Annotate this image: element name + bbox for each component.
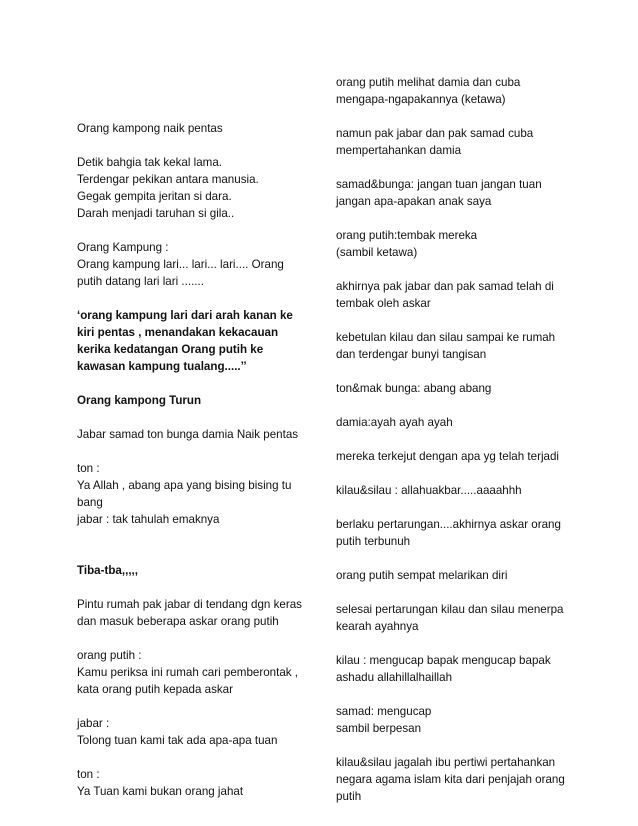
script-line: kearah ayahnya — [336, 620, 419, 633]
script-line: Jabar samad ton bunga damia Naik pentas — [77, 428, 299, 441]
script-line: bang — [77, 496, 103, 509]
script-line: kilau : mengucap bapak mengucap bapak — [336, 654, 551, 667]
script-paragraph — [77, 562, 317, 579]
script-line: jabar : — [77, 717, 110, 730]
script-paragraph — [336, 227, 572, 261]
script-paragraph — [77, 239, 317, 290]
script-line: Ya Allah , abang apa yang bising bising tu — [77, 479, 292, 492]
script-line: Darah menjadi taruhan si gila.. — [77, 207, 235, 220]
script-paragraph — [336, 567, 572, 584]
script-paragraph — [336, 516, 572, 550]
script-paragraph — [336, 125, 572, 159]
script-line: ‘orang kampung lari dari arah kanan ke — [77, 309, 293, 322]
script-paragraph — [336, 380, 572, 397]
script-paragraph — [77, 307, 317, 375]
script-paragraph — [77, 426, 317, 443]
script-line: dan masuk beberapa askar orang putih — [77, 615, 279, 628]
script-line: akhirnya pak jabar dan pak samad telah di — [336, 280, 554, 293]
script-line: putih datang lari lari ....... — [77, 275, 204, 288]
script-line: berlaku pertarungan....akhirnya askar orang — [336, 518, 561, 531]
script-line: kilau&silau jagalah ibu pertiwi pertahankan — [336, 756, 556, 769]
script-line: samad&bunga: jangan tuan jangan tuan — [336, 178, 542, 191]
script-paragraph — [77, 647, 317, 698]
script-line: Tiba-tba,,,,, — [77, 564, 138, 577]
right-column — [336, 74, 572, 822]
script-line: Orang kampong Turun — [77, 394, 202, 407]
script-line: sambil berpesan — [336, 722, 422, 735]
script-line: tembak oleh askar — [336, 297, 431, 310]
script-paragraph — [336, 414, 572, 431]
script-line: mereka terkejut dengan apa yg telah terjadi — [336, 450, 559, 463]
script-line: damia:ayah ayah ayah — [336, 416, 453, 429]
script-paragraph — [336, 482, 572, 499]
script-paragraph — [336, 754, 572, 805]
script-line: jabar : tak tahulah emaknya — [77, 513, 220, 526]
script-line: Terdengar pekikan antara manusia. — [77, 173, 259, 186]
script-line: Orang Kampung : — [77, 241, 169, 254]
script-line: Detik bahgia tak kekal lama. — [77, 156, 222, 169]
script-line: Orang kampung lari... lari... lari.... Orang — [77, 258, 284, 271]
script-paragraph — [77, 392, 317, 409]
script-paragraph — [336, 176, 572, 210]
script-line: kebetulan kilau dan silau sampai ke rumah — [336, 331, 556, 344]
script-line: Pintu rumah pak jabar di tendang dgn keras — [77, 598, 302, 611]
script-line: mengapa-ngapakannya (ketawa) — [336, 93, 506, 106]
script-line: Tolong tuan kami tak ada apa-apa tuan — [77, 734, 278, 747]
script-line: Kamu periksa ini rumah cari pemberontak , — [77, 666, 299, 679]
script-line: jangan apa-apakan anak saya — [336, 195, 492, 208]
script-line: putih terbunuh — [336, 535, 411, 548]
script-line: orang putih melihat damia dan cuba — [336, 76, 521, 89]
left-column — [77, 120, 317, 817]
script-line: selesai pertarungan kilau dan silau menerpa — [336, 603, 564, 616]
script-paragraph — [336, 652, 572, 686]
script-line: namun pak jabar dan pak samad cuba — [336, 127, 534, 140]
script-paragraph — [77, 715, 317, 749]
script-line: mempertahankan damia — [336, 144, 462, 157]
script-line: ton : — [77, 768, 100, 781]
script-paragraph — [77, 120, 317, 137]
script-line: kiri pentas , menandakan kekacauan — [77, 326, 279, 339]
script-line: orang putih : — [77, 649, 142, 662]
script-paragraph — [336, 329, 572, 363]
script-line: ton : — [77, 462, 100, 475]
script-line: kerika kedatangan Orang putih ke — [77, 343, 264, 356]
script-line: putih — [336, 790, 362, 803]
script-line: ton&mak bunga: abang abang — [336, 382, 492, 395]
script-line: dan terdengar bunyi tangisan — [336, 348, 487, 361]
script-paragraph — [77, 766, 317, 800]
script-line: kawasan kampung tualang.....’’ — [77, 360, 247, 373]
script-line: orang putih:tembak mereka — [336, 229, 478, 242]
script-line: ashadu allahillalhaillah — [336, 671, 453, 684]
script-line: samad: mengucap — [336, 705, 432, 718]
script-line: kilau&silau : allahuakbar.....aaaahhh — [336, 484, 522, 497]
script-paragraph — [336, 703, 572, 737]
script-line: Ya Tuan kami bukan orang jahat — [77, 785, 244, 798]
script-line: (sambil ketawa) — [336, 246, 418, 259]
script-line: negara agama islam kita dari penjajah orang — [336, 773, 565, 786]
script-paragraph — [336, 601, 572, 635]
script-paragraph — [77, 596, 317, 630]
script-paragraph — [77, 154, 317, 222]
script-line: kata orang putih kepada askar — [77, 683, 233, 696]
script-paragraph — [77, 460, 317, 528]
script-line: Gegak gempita jeritan si dara. — [77, 190, 232, 203]
script-line: orang putih sempat melarikan diri — [336, 569, 508, 582]
script-line: Orang kampong naik pentas — [77, 122, 223, 135]
script-paragraph — [336, 448, 572, 465]
script-paragraph — [336, 74, 572, 108]
script-paragraph — [336, 278, 572, 312]
